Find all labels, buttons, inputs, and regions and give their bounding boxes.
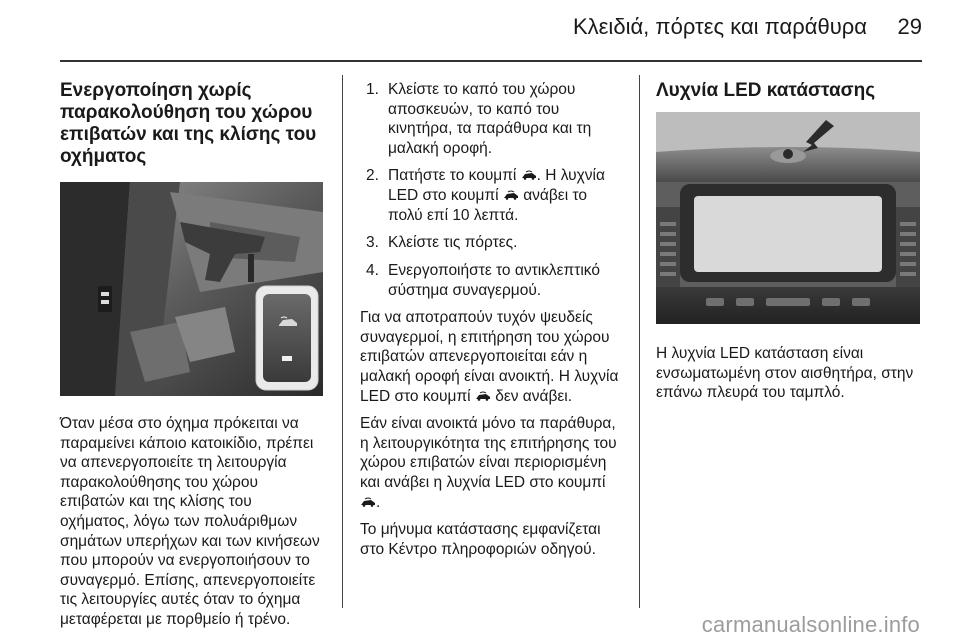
- paragraph-windows-open-part-b: .: [376, 493, 381, 511]
- right-column: [656, 80, 922, 411]
- step-text: Κλείστε τις πόρτες.: [388, 234, 518, 252]
- paragraph-soft-top-part-b: δεν ανάβει.: [490, 387, 573, 405]
- list-item: [360, 233, 622, 253]
- car-alarm-icon: [521, 166, 537, 186]
- car-alarm-icon: [475, 387, 491, 407]
- list-item: [360, 166, 622, 225]
- watermark: carmanualsonline.info: [701, 612, 920, 637]
- step-text-part-b: . Η λυχνία LED στο κουμπί: [388, 167, 605, 205]
- page-number: 29: [897, 14, 922, 39]
- car-alarm-icon: [503, 186, 519, 206]
- photo-dashboard-led-illustration: [656, 112, 920, 324]
- step-number: 2.: [366, 167, 379, 185]
- photo-dashboard-led: [656, 112, 920, 324]
- column-divider-left: [342, 75, 343, 608]
- step-number: 1.: [366, 81, 379, 98]
- step-number: 3.: [366, 234, 379, 252]
- steps-list: [360, 80, 622, 300]
- photo-interior-button-illustration: [60, 182, 323, 396]
- paragraph-status-message: Το μήνυμα κατάστασης εμφανίζεται στο Κέντρο πληροφοριών οδηγού.: [360, 521, 601, 558]
- page-header-title: Κλειδιά, πόρτες και παράθυρα: [572, 14, 867, 39]
- section-heading-status-led: Λυχνία LED κατάστασης: [656, 80, 876, 101]
- step-text-part-c: ανάβει το πολύ επί 10 λεπτά.: [388, 187, 587, 224]
- list-item: [360, 80, 622, 158]
- section-heading-no-monitoring: Ενεργοποίηση χωρίς παρακολούθηση του χώρου επιβατών και της κλίσης του οχήματος: [60, 80, 317, 167]
- car-alarm-icon: [360, 493, 376, 513]
- paragraph-led-location: Η λυχνία LED κατάσταση είναι ενσωματωμένη στον αισθητήρα, στην επάνω πλευρά του ταμπλό.: [656, 345, 914, 402]
- step-number: 4.: [366, 261, 379, 279]
- paragraph-soft-top: [360, 308, 622, 406]
- column-divider-right: [639, 75, 640, 608]
- paragraph-pets-warning: Όταν μέσα στο όχημα πρόκειται να παραμείνει κάποιο κατοικίδιο, πρέπει να απενεργοποιείτε τη λειτουργία παρακολούθησης του χώρου επιβατών και της κλίσης του οχήματος, λόγω των πολυάριθμων σημάτων υπερήχων και των κινήσεων που μπορούν να ενεργοποιήσουν το συναγερμό. Επίσης, απενεργοποιείτε τις λειτουργίες αυτές όταν το όχημα μεταφέρεται με πορθμείο ή τρένο.: [60, 415, 320, 628]
- middle-column: [360, 80, 622, 568]
- photo-interior-button: [60, 182, 323, 396]
- step-text-part-a: Πατήστε το κουμπί: [388, 167, 521, 185]
- list-item: [360, 261, 622, 300]
- paragraph-windows-open-part-a: Εάν είναι ανοικτά μόνο τα παράθυρα, η λειτουργικότητα της επιτήρησης του χώρου επιβατών είναι περιορισμένη και ανάβει η λυχνία LED στο κουμπί: [360, 415, 617, 492]
- header-rule: [60, 60, 922, 62]
- paragraph-soft-top-part-a: Για να αποτραπούν τυχόν ψευδείς συναγερμοί, η επιτήρηση του χώρου επιβατών απενεργοποιείται εάν η μαλακή οροφή είναι ανοικτή. Η λυχνία LED στο κουμπί: [360, 309, 619, 405]
- paragraph-windows-open: [360, 414, 622, 512]
- step-text: Κλείστε το καπό του χώρου αποσκευών, το καπό του κινητήρα, τα παράθυρα και τη μαλακή οροφή.: [388, 81, 592, 157]
- step-text: Ενεργοποιήστε το αντικλεπτικό σύστημα συναγερμού.: [388, 261, 600, 299]
- left-column: [60, 80, 325, 638]
